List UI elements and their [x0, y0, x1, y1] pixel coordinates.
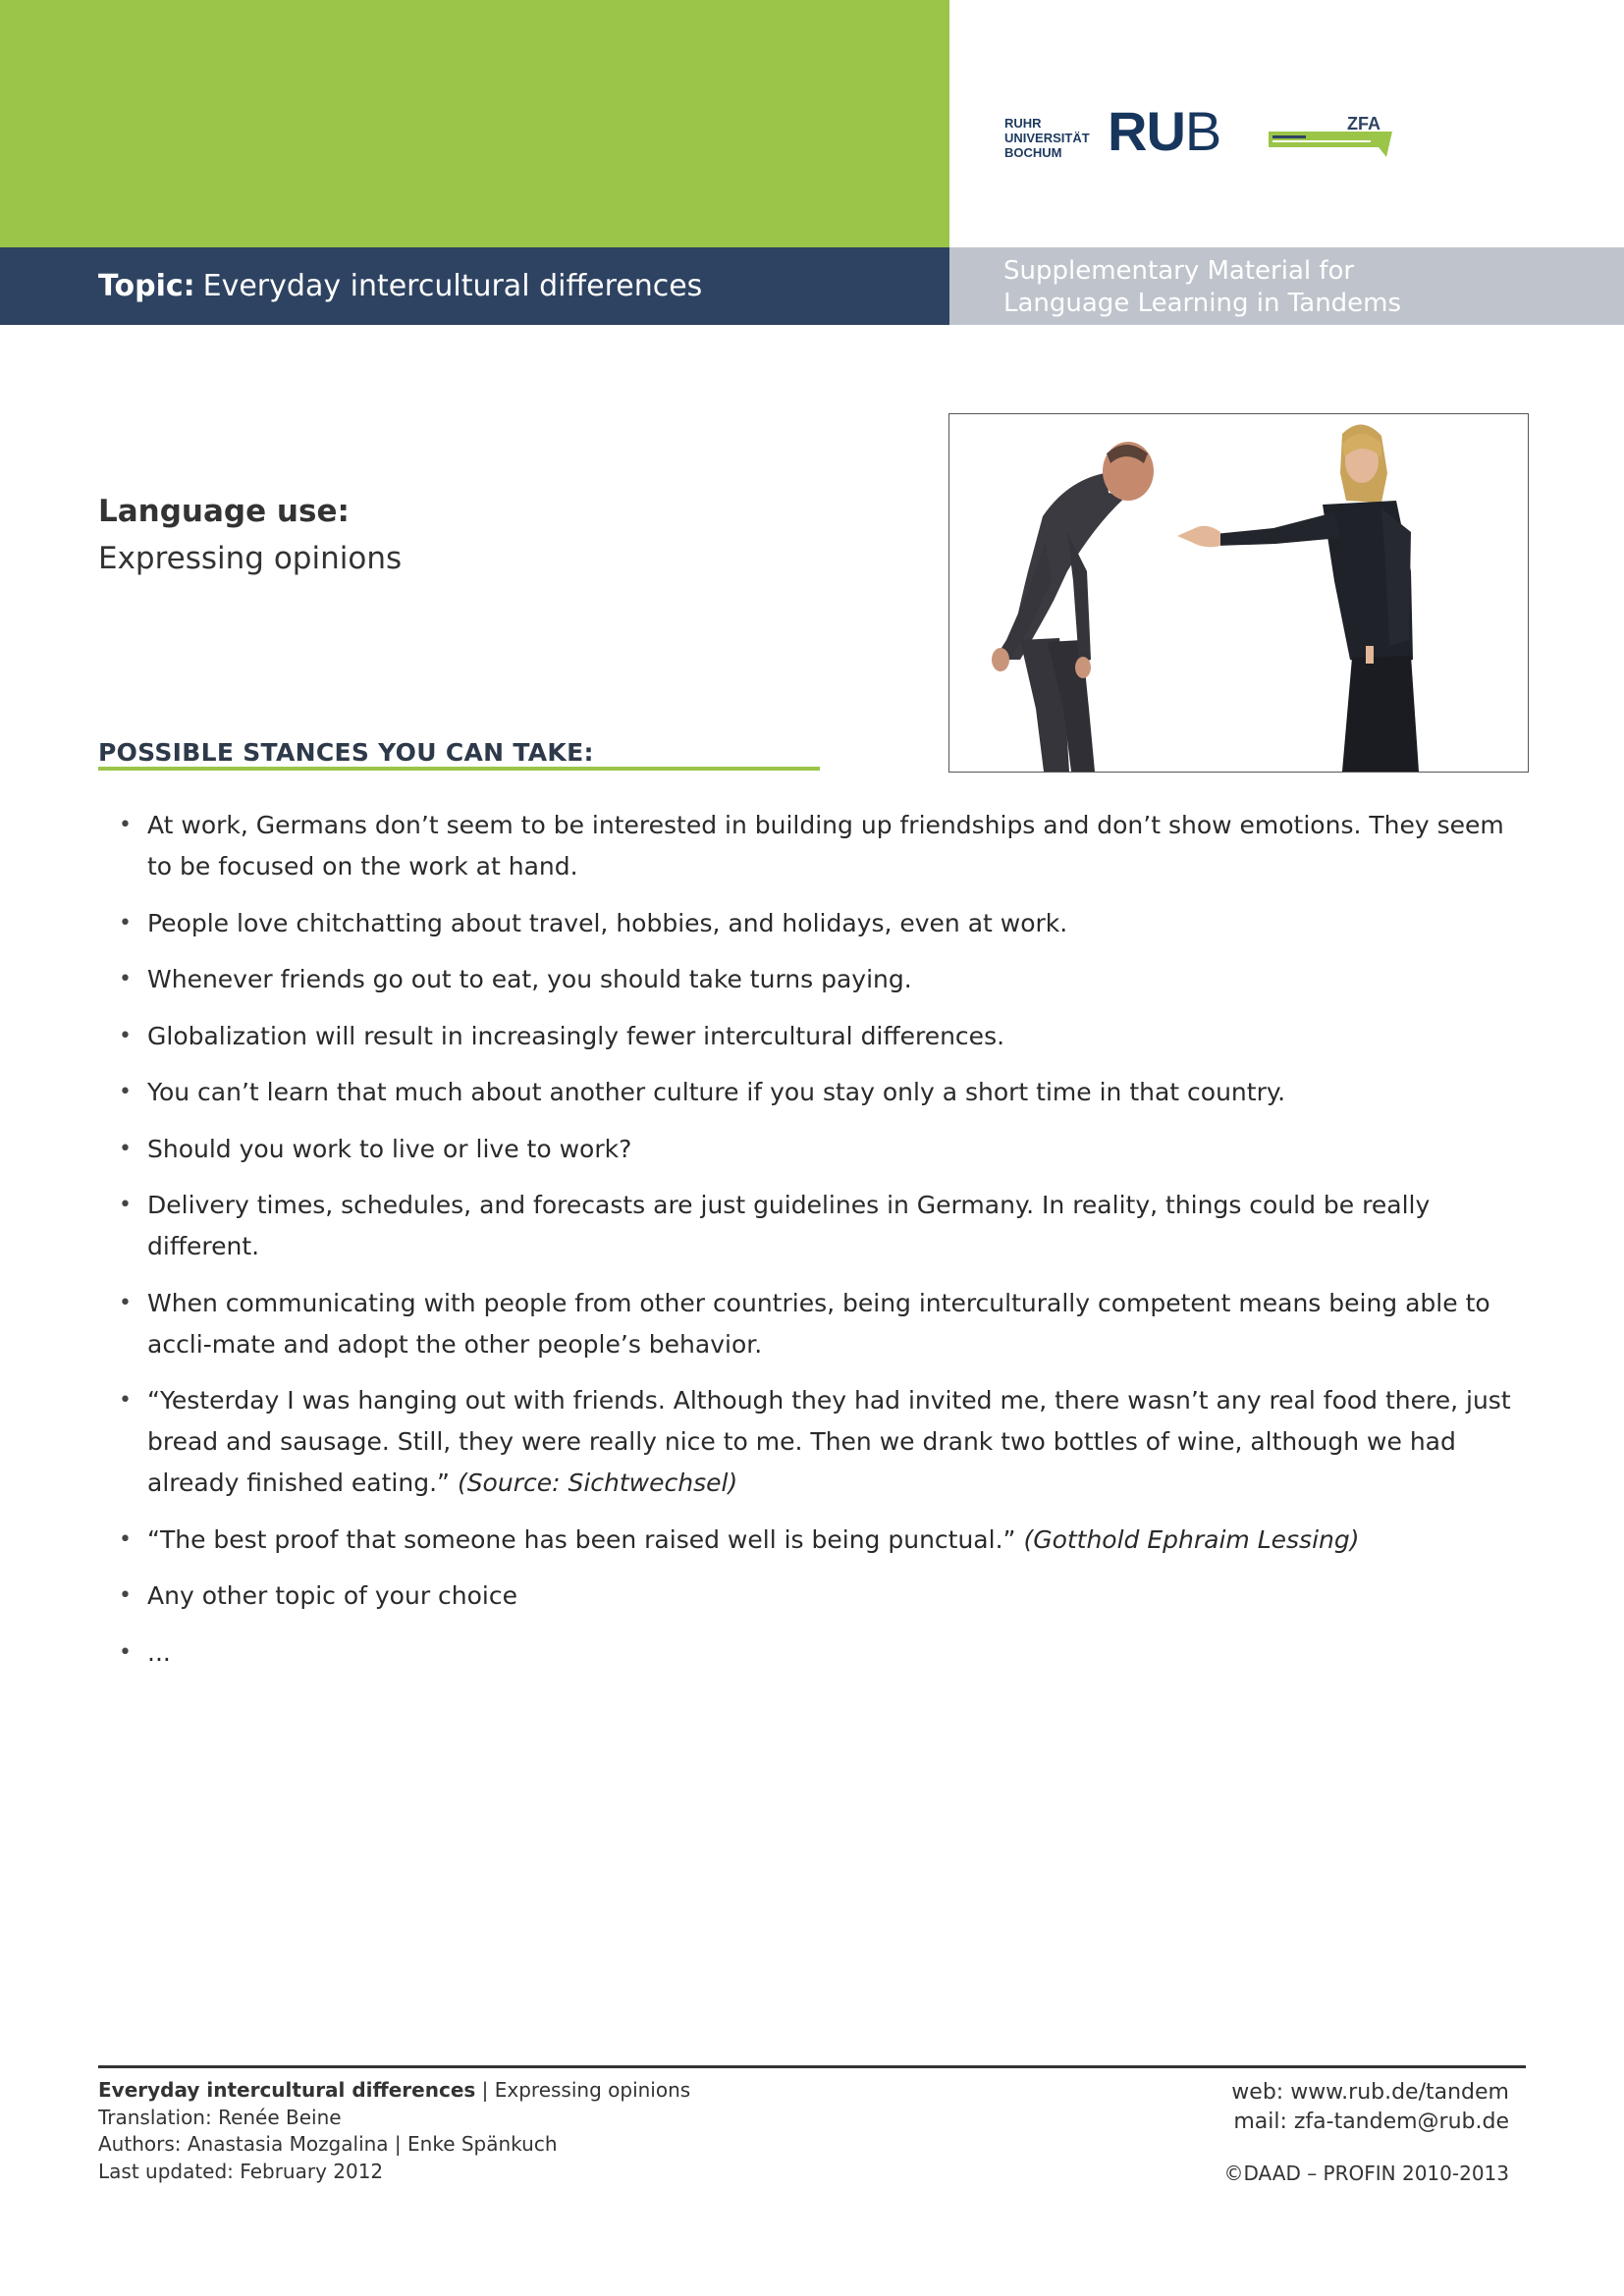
bullet-icon: •	[119, 1526, 132, 1552]
stances-list	[98, 805, 1532, 1688]
topic-value: Everyday intercultural differences	[202, 269, 703, 303]
header-green-block	[0, 0, 949, 247]
logo-text-line: BOCHUM	[1004, 145, 1062, 160]
bullet-icon: •	[119, 967, 132, 991]
logo-text-line: UNIVERSITÄT	[1004, 131, 1090, 145]
language-use-label: Language use:	[98, 494, 350, 529]
logo-text-line: RUHR	[1004, 116, 1042, 131]
ruhr-universitaet-logo	[1004, 116, 1090, 160]
supplementary-line-2: Language Learning in Tandems	[1003, 289, 1402, 318]
bullet-icon: •	[119, 1388, 132, 1413]
footer-updated: Last updated: February 2012	[98, 2159, 384, 2183]
stance-text: ...	[147, 1637, 171, 1667]
bullet-icon: •	[119, 1193, 132, 1217]
topic-bar	[0, 247, 949, 325]
stance-text: Whenever friends go out to eat, you should take turns paying.	[147, 965, 912, 993]
zfa-logo-text: ZFA	[1347, 114, 1380, 133]
stance-text: People love chitchatting about travel, hobbies, and holidays, even at work.	[147, 908, 1068, 937]
stance-source: (Source: Sichtwechsel)	[457, 1468, 738, 1497]
footer-web-link[interactable]: web: www.rub.de/tandem	[1231, 2080, 1509, 2105]
footer-translation: Translation: Renée Beine	[98, 2105, 342, 2129]
stance-source: (Gotthold Ephraim Lessing)	[1023, 1524, 1360, 1554]
stance-text: Globalization will result in increasingly fewer intercultural differences.	[147, 1021, 1005, 1050]
stance-item	[98, 1632, 1532, 1674]
stance-item	[98, 1016, 1532, 1057]
topic-label: Topic:	[98, 269, 195, 303]
rub-logo	[1108, 102, 1220, 161]
stance-item	[98, 1072, 1532, 1113]
bullet-icon: •	[119, 910, 132, 935]
bullet-icon: •	[119, 1639, 132, 1665]
bullet-icon: •	[119, 1290, 132, 1315]
stance-text: When communicating with people from other countries, being interculturally competent means being able to accli-mate and adopt the other people’s behavior.	[147, 1288, 1490, 1359]
footer-mail-link[interactable]: mail: zfa-tandem@rub.de	[1233, 2109, 1509, 2134]
topic-title	[98, 247, 702, 325]
supplementary-line-1: Supplementary Material for	[1003, 256, 1355, 286]
stance-text: You can’t learn that much about another culture if you stay only a short time in that country.	[147, 1078, 1286, 1106]
footer-title-bold: Everyday intercultural differences	[98, 2078, 476, 2102]
stance-item	[98, 1520, 1532, 1561]
zfa-logo	[1267, 110, 1394, 159]
supplementary-bar	[949, 247, 1624, 325]
stance-item	[98, 1283, 1532, 1365]
stance-text: “The best proof that someone has been raised well is being punctual.”	[147, 1524, 1016, 1554]
stance-item	[98, 1575, 1532, 1617]
bullet-icon: •	[119, 1136, 132, 1161]
footer-copyright: ©DAAD – PROFIN 2010-2013	[1223, 2162, 1509, 2185]
bullet-icon: •	[119, 1080, 132, 1104]
rub-logo-bold: RU	[1108, 100, 1185, 162]
stance-text: Delivery times, schedules, and forecasts are just guidelines in Germany. In reality, things could be really different.	[147, 1191, 1431, 1260]
photo-illustration	[949, 414, 1528, 772]
stance-item	[98, 805, 1532, 887]
heading-underline	[98, 767, 820, 771]
footer-credits	[98, 2077, 690, 2185]
footer-title-rest: | Expressing opinions	[475, 2078, 691, 2102]
bullet-icon: •	[119, 1583, 132, 1608]
rub-logo-light: B	[1184, 100, 1221, 162]
bullet-icon: •	[119, 813, 132, 837]
stance-item	[98, 903, 1532, 944]
stance-item	[98, 959, 1532, 1000]
stance-text: Should you work to live or live to work?	[147, 1134, 632, 1163]
people-greeting-photo	[948, 413, 1529, 773]
stance-text: “Yesterday I was hanging out with friends. Although they had invited me, there wasn’t any real food there, just bread and sausage. Still, they were really nice to me. Then we drank two bottles of wine, although we had already finished eating.”	[147, 1386, 1511, 1497]
footer-authors: Authors: Anastasia Mozgalina | Enke Spänkuch	[98, 2132, 558, 2156]
bullet-icon: •	[119, 1023, 132, 1048]
stance-text: At work, Germans don’t seem to be interested in building up friendships and don’t show emotions. They seem to be focused on the work at hand.	[147, 811, 1504, 881]
stance-item	[98, 1185, 1532, 1267]
footer-divider	[98, 2065, 1526, 2068]
language-use-value: Expressing opinions	[98, 541, 403, 576]
footer-title	[98, 2077, 690, 2105]
stance-item	[98, 1380, 1532, 1504]
stance-item	[98, 1129, 1532, 1170]
stances-heading: POSSIBLE STANCES YOU CAN TAKE:	[98, 738, 594, 767]
stance-text: Any other topic of your choice	[147, 1581, 518, 1610]
footer-contact	[1223, 2078, 1509, 2188]
